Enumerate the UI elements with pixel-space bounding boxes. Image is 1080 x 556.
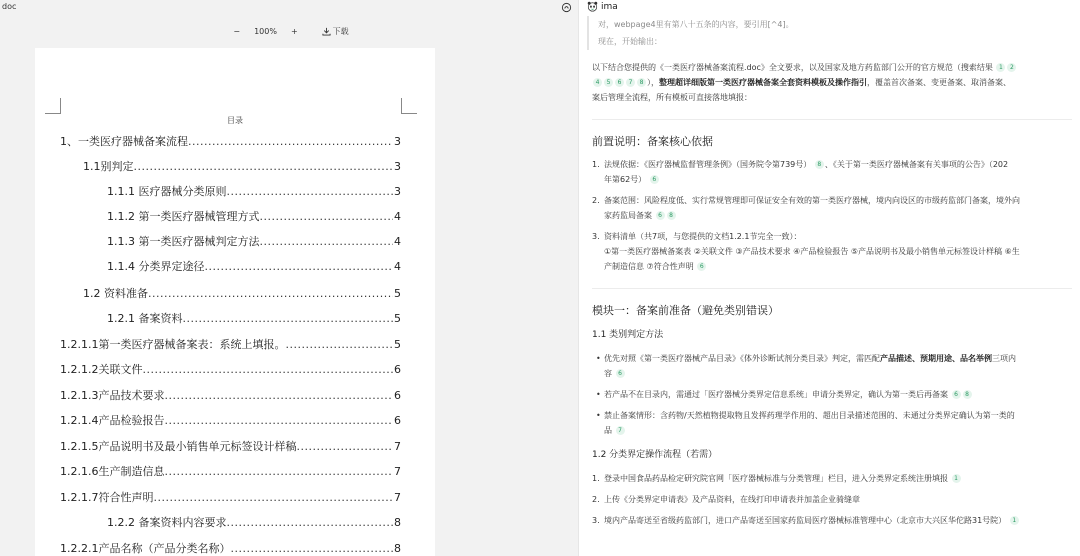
intro-bold-text: 整理超详细版第一类医疗器械备案全套资料模板及操作指引	[659, 78, 867, 87]
bullet-dot: •	[596, 411, 601, 420]
list-text: 产制造信息 ⑦符合性声明	[604, 262, 694, 271]
intro-text: 案后管理全流程，所有模板可直接落地填报：	[592, 93, 752, 102]
bullet-item	[592, 408, 1072, 438]
page-corner-mark	[45, 98, 61, 114]
toc-entry[interactable]	[107, 258, 401, 274]
toc-leader-dots	[188, 135, 393, 148]
divider	[592, 288, 1072, 289]
list-number: 1.	[592, 160, 600, 169]
answer-body	[592, 60, 1072, 534]
toc-leader-dots	[164, 465, 393, 478]
toc-entry[interactable]	[83, 158, 401, 174]
list-text: 上传《分类界定申请表》及产品资料，在线打印申请表并加盖企业骑缝章	[604, 495, 860, 504]
toc-leader-dots	[205, 260, 394, 273]
list-text: 备案范围：风险程度低、实行常规管理即可保证安全有效的第一类医疗器械，境内向设区的市级药监部门备案，境外向	[604, 196, 1020, 205]
toc-entry-page: 4	[394, 210, 401, 223]
download-label: 下载	[332, 26, 349, 36]
toc-entry-page: 7	[394, 440, 401, 453]
list-text: 品	[604, 426, 612, 435]
toc-entry[interactable]	[60, 361, 401, 377]
toc-entry-page: 8	[394, 516, 401, 529]
citation-badge[interactable]: 6	[952, 390, 961, 399]
list-item	[592, 157, 1072, 187]
toc-entry-title: 1.2.2 备案资料内容要求	[107, 516, 227, 529]
citation-badge[interactable]: 6	[656, 211, 665, 220]
toc-entry-title: 1.1.4 分类界定途径	[107, 260, 205, 273]
toc-entry[interactable]	[60, 540, 401, 556]
citation-badge[interactable]: 7	[626, 78, 635, 87]
list-text: 三项内	[992, 354, 1016, 363]
page-corner-mark	[401, 98, 417, 114]
list-text: 年第62号）	[604, 175, 647, 184]
toc-entry-title: 1.2.1.3产品技术要求	[60, 389, 165, 402]
list-text: 禁止备案情形：含药物/天然植物提取物且发挥药理学作用的、超出目录描述范围的、未通过分类界定确认为第一类的	[604, 411, 1015, 420]
citation-badge[interactable]: 6	[697, 262, 706, 271]
section-heading: 模块一：备案前准备（避免类别错误）	[592, 304, 779, 317]
list-number: 1.	[592, 474, 600, 483]
viewer-toolbar	[0, 18, 578, 44]
list-number: 2.	[592, 196, 600, 205]
list-text: 优先对照《第一类医疗器械产品目录》《体外诊断试剂分类目录》判定，需匹配	[604, 354, 880, 363]
citation-badge[interactable]: 8	[963, 390, 972, 399]
toc-leader-dots	[148, 287, 393, 300]
toc-entry[interactable]	[60, 438, 401, 454]
toc-entry[interactable]	[60, 387, 401, 403]
toc-entry[interactable]	[60, 489, 401, 505]
toc-entry-page: 5	[394, 338, 401, 351]
citation-badge[interactable]: 5	[604, 78, 613, 87]
toc-entry[interactable]	[107, 310, 401, 326]
toc-entry-page: 3	[394, 185, 401, 198]
toc-entry-page: 8	[394, 542, 401, 555]
toc-heading: 目录	[227, 116, 243, 125]
citation-badge[interactable]: 1	[996, 63, 1005, 72]
citation-badge[interactable]: 7	[616, 426, 625, 435]
list-text: 法规依据：《医疗器械监督管理条例》（国务院令第739号）	[604, 160, 812, 169]
intro-text: ，覆盖首次备案、变更备案、取消备案、	[867, 78, 1011, 87]
list-text: 容	[604, 369, 612, 378]
toc-entry-title: 1、一类医疗器械备案流程	[60, 135, 188, 148]
toc-entry-page: 5	[394, 287, 401, 300]
toc-entry-title: 1.1别判定	[83, 160, 134, 173]
toc-entry-title: 1.2 资料准备	[83, 287, 148, 300]
toc-leader-dots	[134, 160, 394, 173]
toc-entry[interactable]	[60, 463, 401, 479]
toc-leader-dots	[230, 542, 393, 555]
intro-paragraph	[592, 60, 1072, 105]
toc-entry-title: 1.2.1.4产品检验报告	[60, 414, 165, 427]
section-heading: 前置说明：备案核心依据	[592, 135, 713, 148]
list-text: 资料清单（共7项，与您提供的文档1.2.1节完全一致）：	[604, 232, 802, 241]
toc-entry-page: 3	[394, 135, 401, 148]
toc-entry-title: 1.2.1.7符合性声明	[60, 491, 154, 504]
assistant-toggle-icon[interactable]	[561, 2, 572, 13]
toc-entry-page: 4	[394, 235, 401, 248]
citation-badge[interactable]: 8	[815, 160, 824, 169]
citation-badge[interactable]: 6	[650, 175, 659, 184]
toc-leader-dots	[164, 389, 393, 402]
toc-entry-page: 7	[394, 465, 401, 478]
citation-badge[interactable]: 6	[615, 78, 624, 87]
toc-entry-title: 1.2.1 备案资料	[107, 312, 183, 325]
toc-leader-dots	[227, 516, 394, 529]
toc-entry-title: 1.2.1.6生产制造信息	[60, 465, 165, 478]
list-text: 境内产品寄送至省级药监部门，进口产品寄送至国家药监局医疗器械标准管理中心（北京市大兴区华佗路31号院）	[604, 516, 1007, 525]
subsection-heading: 1.1 类别判定方法	[592, 330, 664, 340]
list-item	[592, 229, 1072, 274]
toc-entry-title: 1.2.1.2关联文件	[60, 363, 143, 376]
assistant-header	[587, 1, 618, 12]
zoom-level: 100%	[254, 26, 277, 36]
thinking-block	[587, 16, 1067, 50]
toc-entry-title: 1.1.3 第一类医疗器械判定方法	[107, 235, 260, 248]
zoom-in-button[interactable]: +	[290, 26, 298, 36]
citation-badge[interactable]: 6	[616, 369, 625, 378]
toc-leader-dots	[227, 185, 394, 198]
toc-entry-title: 1.2.2.1产品名称（产品分类名称）	[60, 542, 231, 555]
list-item	[592, 471, 1072, 486]
toc-entry[interactable]	[107, 208, 401, 224]
intro-text: 以下结合您提供的《一类医疗器械备案流程.doc》全文要求，以及国家及地方药监部门公开的官方规范（搜索结果	[592, 63, 993, 72]
subsection-heading: 1.2 分类界定操作流程（若需）	[592, 450, 718, 460]
toc-entry-title: 1.1.1 医疗器械分类原则	[107, 185, 227, 198]
toc-entry[interactable]	[60, 412, 401, 428]
list-item	[592, 193, 1072, 223]
list-number: 3.	[592, 516, 600, 525]
toc-leader-dots	[142, 363, 393, 376]
citation-badge[interactable]: 4	[593, 78, 602, 87]
toc-entry[interactable]	[107, 233, 401, 249]
toc-entry-title: 1.1.2 第一类医疗器械管理方式	[107, 210, 260, 223]
toc-leader-dots	[285, 338, 393, 351]
list-number: 3.	[592, 232, 600, 241]
toc-entry[interactable]	[60, 133, 401, 149]
toc-entry-title: 1.2.1.1第一类医疗器械备案表：系统上填报。	[60, 338, 286, 351]
toc-leader-dots	[296, 440, 393, 453]
citation-badge[interactable]: 8	[667, 211, 676, 220]
toc-entry-page: 6	[394, 389, 401, 402]
toc-entry[interactable]	[107, 514, 401, 530]
toc-leader-dots	[260, 210, 394, 223]
thinking-line: 现在，开始输出：	[598, 37, 662, 46]
toc-entry[interactable]	[107, 183, 401, 199]
list-text: 若产品不在目录内，需通过「医疗器械分类界定信息系统」申请分类界定，确认为第一类后再备案	[604, 390, 948, 399]
list-text: ①第一类医疗器械备案表 ②关联文件 ③产品技术要求 ④产品检验报告 ⑤产品说明书及最小销售单元标签设计样稿 ⑥生	[604, 247, 1020, 256]
bullet-dot: •	[596, 354, 601, 363]
download-button[interactable]	[322, 26, 349, 37]
bullet-item	[592, 351, 1072, 381]
ima-chat-pane	[578, 0, 1080, 556]
toc-entry-page: 6	[394, 414, 401, 427]
toc-entry-page: 6	[394, 363, 401, 376]
list-number: 2.	[592, 495, 600, 504]
toc-leader-dots	[260, 235, 394, 248]
toc-entry-page: 3	[394, 160, 401, 173]
toc-leader-dots	[164, 414, 393, 427]
download-icon	[322, 27, 331, 36]
toc-entry-page: 4	[394, 260, 401, 273]
toc-leader-dots	[153, 491, 393, 504]
list-text: 、《关于第一类医疗器械备案有关事项的公告》（202	[824, 160, 1009, 169]
toc-entry-page: 7	[394, 491, 401, 504]
thinking-line: 对，webpage4里有第八十五条的内容，要引用[^4]。	[598, 20, 794, 29]
zoom-out-button[interactable]: −	[233, 26, 241, 36]
toc-entry-title: 1.2.1.5产品说明书及最小销售单元标签设计样稿	[60, 440, 297, 453]
toc-entry-page: 5	[394, 312, 401, 325]
assistant-name: ima	[601, 1, 618, 12]
intro-text: ），	[647, 78, 659, 87]
bullet-item	[592, 387, 1072, 402]
divider	[592, 119, 1072, 120]
citation-badge[interactable]: 8	[637, 78, 646, 87]
toc-entry[interactable]	[60, 336, 401, 352]
bullet-dot: •	[596, 390, 601, 399]
document-title: doc	[2, 2, 17, 11]
list-item	[592, 492, 1072, 507]
list-text: 家药监局备案	[604, 211, 652, 220]
toc-entry[interactable]	[83, 285, 401, 301]
panda-avatar-icon	[587, 1, 598, 12]
list-item	[592, 513, 1072, 528]
citation-badge[interactable]: 1	[952, 474, 961, 483]
citation-badge[interactable]: 1	[1010, 516, 1019, 525]
citation-badge[interactable]: 2	[1007, 63, 1016, 72]
document-page	[35, 48, 435, 556]
list-text: 登录中国食品药品检定研究院官网「医疗器械标准与分类管理」栏目，进入分类界定系统注册填报	[604, 474, 948, 483]
list-bold-text: 产品描述、预期用途、品名举例	[880, 354, 992, 363]
toc-leader-dots	[183, 312, 394, 325]
